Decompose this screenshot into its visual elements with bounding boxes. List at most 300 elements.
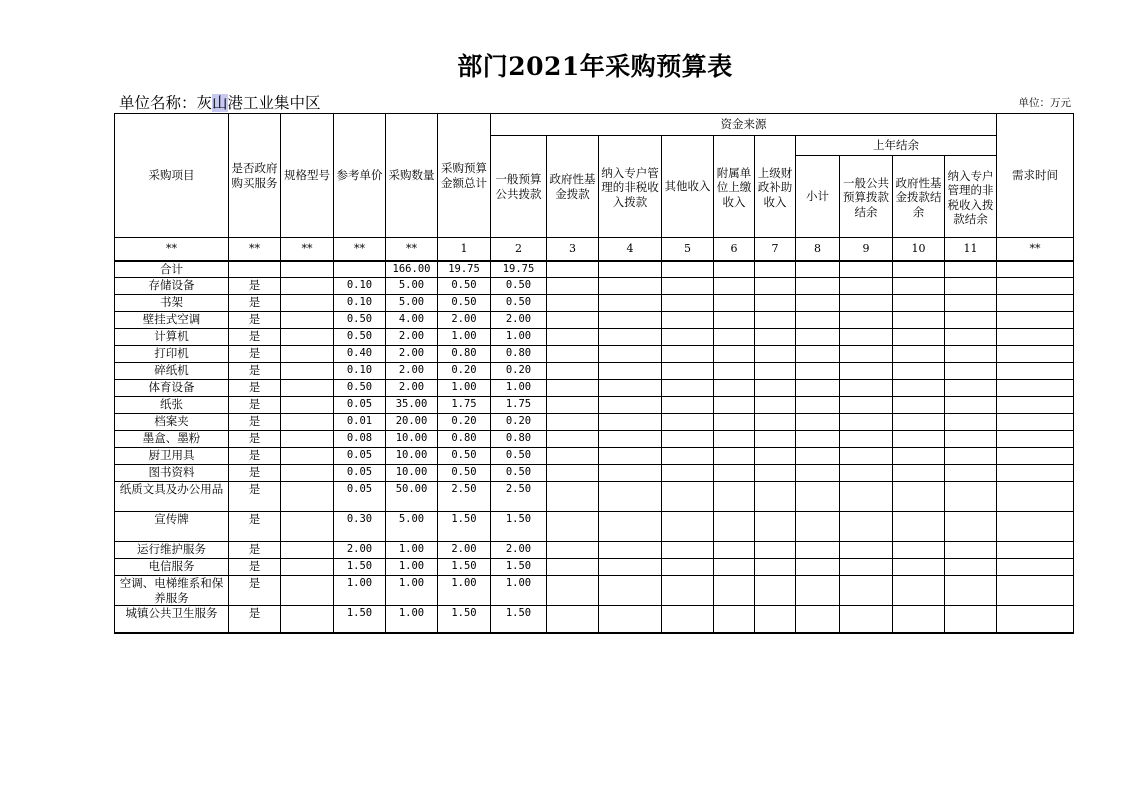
empty-cell xyxy=(796,576,840,606)
unit-price-cell: 0.05 xyxy=(334,448,386,465)
empty-cell xyxy=(840,278,893,295)
total-amount-cell: 0.80 xyxy=(438,346,491,363)
empty-cell xyxy=(840,397,893,414)
gov-service-cell: 是 xyxy=(229,414,281,431)
table-row xyxy=(115,542,1074,559)
total-amount-cell: 0.20 xyxy=(438,414,491,431)
table-row xyxy=(115,559,1074,576)
spec-cell xyxy=(281,312,334,329)
index-cell: 6 xyxy=(714,238,755,261)
unit-price-cell: 0.50 xyxy=(334,312,386,329)
table-row xyxy=(115,278,1074,295)
spec-cell xyxy=(281,606,334,633)
gov-service-cell: 是 xyxy=(229,312,281,329)
total-amount-cell: 1.00 xyxy=(438,380,491,397)
empty-cell xyxy=(547,363,599,380)
page-title: 部门2021年采购预算表 xyxy=(457,52,733,81)
empty-cell xyxy=(945,397,997,414)
empty-cell xyxy=(893,465,945,482)
general-budget-amount-cell: 0.20 xyxy=(491,363,547,380)
empty-cell xyxy=(997,397,1074,414)
index-cell: ** xyxy=(334,238,386,261)
total-amount-cell: 2.00 xyxy=(438,542,491,559)
gov-service-cell: 是 xyxy=(229,329,281,346)
empty-cell xyxy=(945,261,997,278)
empty-cell xyxy=(945,312,997,329)
empty-cell xyxy=(796,312,840,329)
empty-cell xyxy=(662,363,714,380)
table-row xyxy=(115,431,1074,448)
unit-name-selected-text[interactable]: 山 xyxy=(212,94,228,112)
empty-cell xyxy=(945,576,997,606)
total-amount-cell: 1.00 xyxy=(438,329,491,346)
empty-cell xyxy=(997,261,1074,278)
empty-cell xyxy=(547,465,599,482)
empty-cell xyxy=(714,278,755,295)
empty-cell xyxy=(547,380,599,397)
empty-cell xyxy=(755,295,796,312)
empty-cell xyxy=(893,482,945,512)
empty-cell xyxy=(714,465,755,482)
empty-cell xyxy=(840,329,893,346)
empty-cell xyxy=(662,329,714,346)
unit-price-cell: 0.10 xyxy=(334,278,386,295)
empty-cell xyxy=(796,448,840,465)
empty-cell xyxy=(755,542,796,559)
gov-service-cell: 是 xyxy=(229,576,281,606)
empty-cell xyxy=(547,329,599,346)
empty-cell xyxy=(840,363,893,380)
empty-cell xyxy=(997,512,1074,542)
empty-cell xyxy=(893,512,945,542)
empty-cell xyxy=(714,414,755,431)
empty-cell xyxy=(755,448,796,465)
unit-name-rest: 港工业集中区 xyxy=(227,94,321,112)
empty-cell xyxy=(893,380,945,397)
empty-cell xyxy=(997,431,1074,448)
empty-cell xyxy=(714,576,755,606)
empty-cell xyxy=(755,431,796,448)
index-cell: 4 xyxy=(599,238,662,261)
table-row xyxy=(115,397,1074,414)
item-name-cell: 纸张 xyxy=(115,397,229,414)
empty-cell xyxy=(945,559,997,576)
total-amount-cell: 0.80 xyxy=(438,431,491,448)
unit-price-cell: 0.01 xyxy=(334,414,386,431)
empty-cell xyxy=(547,606,599,633)
empty-cell xyxy=(945,278,997,295)
gov-service-cell: 是 xyxy=(229,448,281,465)
unit-price-cell: 0.30 xyxy=(334,512,386,542)
empty-cell xyxy=(599,431,662,448)
empty-cell xyxy=(714,448,755,465)
table-body xyxy=(115,261,1074,633)
header-affiliated-income: 附属单位上缴收入 xyxy=(714,136,755,238)
empty-cell xyxy=(599,448,662,465)
empty-cell xyxy=(997,414,1074,431)
empty-cell xyxy=(997,329,1074,346)
empty-cell xyxy=(840,312,893,329)
item-name-cell: 体育设备 xyxy=(115,380,229,397)
item-name-cell: 档案夹 xyxy=(115,414,229,431)
unit-price-cell: 1.50 xyxy=(334,606,386,633)
empty-cell xyxy=(893,329,945,346)
header-demand-time: 需求时间 xyxy=(997,114,1074,238)
item-name-cell: 图书资料 xyxy=(115,465,229,482)
empty-cell xyxy=(755,576,796,606)
empty-cell xyxy=(796,329,840,346)
empty-cell xyxy=(796,542,840,559)
table-row xyxy=(115,346,1074,363)
gov-service-cell: 是 xyxy=(229,606,281,633)
empty-cell xyxy=(755,414,796,431)
index-cell: 8 xyxy=(796,238,840,261)
gov-service-cell: 是 xyxy=(229,465,281,482)
empty-cell xyxy=(796,261,840,278)
unit-price-cell: 0.05 xyxy=(334,397,386,414)
gov-service-cell: 是 xyxy=(229,559,281,576)
empty-cell xyxy=(945,414,997,431)
empty-cell xyxy=(840,431,893,448)
item-name-cell: 墨盒、墨粉 xyxy=(115,431,229,448)
quantity-cell: 10.00 xyxy=(386,431,438,448)
table-row xyxy=(115,414,1074,431)
item-name-cell: 计算机 xyxy=(115,329,229,346)
empty-cell xyxy=(755,261,796,278)
empty-cell xyxy=(662,576,714,606)
item-name-cell: 厨卫用具 xyxy=(115,448,229,465)
empty-cell xyxy=(755,559,796,576)
general-budget-amount-cell: 0.20 xyxy=(491,414,547,431)
table-row xyxy=(115,576,1074,606)
empty-cell xyxy=(796,431,840,448)
empty-cell xyxy=(893,559,945,576)
empty-cell xyxy=(945,346,997,363)
item-name-cell: 存储设备 xyxy=(115,278,229,295)
general-budget-amount-cell: 0.80 xyxy=(491,346,547,363)
index-cell: ** xyxy=(281,238,334,261)
empty-cell xyxy=(714,295,755,312)
quantity-cell: 2.00 xyxy=(386,329,438,346)
general-budget-amount-cell: 1.75 xyxy=(491,397,547,414)
item-name-cell: 碎纸机 xyxy=(115,363,229,380)
unit-price-cell: 0.05 xyxy=(334,482,386,512)
spec-cell xyxy=(281,363,334,380)
table-row xyxy=(115,312,1074,329)
quantity-cell: 2.00 xyxy=(386,363,438,380)
item-name-cell: 宣传牌 xyxy=(115,512,229,542)
item-name-cell: 电信服务 xyxy=(115,559,229,576)
empty-cell xyxy=(755,363,796,380)
empty-cell xyxy=(840,295,893,312)
empty-cell xyxy=(997,380,1074,397)
empty-cell xyxy=(547,448,599,465)
empty-cell xyxy=(945,448,997,465)
index-cell: 5 xyxy=(662,238,714,261)
general-budget-amount-cell: 0.50 xyxy=(491,448,547,465)
empty-cell xyxy=(599,542,662,559)
empty-cell xyxy=(893,295,945,312)
empty-cell xyxy=(599,261,662,278)
unit-price-cell: 2.00 xyxy=(334,542,386,559)
header-item: 采购项目 xyxy=(115,114,229,238)
empty-cell xyxy=(599,329,662,346)
empty-cell xyxy=(997,606,1074,633)
header-special-nontax: 纳入专户管理的非税收入拨款 xyxy=(599,136,662,238)
empty-cell xyxy=(599,606,662,633)
general-budget-amount-cell: 1.50 xyxy=(491,559,547,576)
quantity-cell: 1.00 xyxy=(386,606,438,633)
empty-cell xyxy=(714,261,755,278)
empty-cell xyxy=(714,363,755,380)
gov-service-cell: 是 xyxy=(229,431,281,448)
empty-cell xyxy=(755,278,796,295)
empty-cell xyxy=(945,380,997,397)
total-amount-cell: 1.50 xyxy=(438,559,491,576)
general-budget-amount-cell: 1.50 xyxy=(491,512,547,542)
empty-cell xyxy=(599,397,662,414)
general-budget-amount-cell: 2.00 xyxy=(491,542,547,559)
index-cell: ** xyxy=(386,238,438,261)
empty-cell xyxy=(945,363,997,380)
empty-cell xyxy=(893,576,945,606)
empty-cell xyxy=(755,465,796,482)
quantity-cell: 1.00 xyxy=(386,576,438,606)
spec-cell xyxy=(281,542,334,559)
empty-cell xyxy=(893,261,945,278)
spec-cell xyxy=(281,448,334,465)
item-name-cell: 壁挂式空调 xyxy=(115,312,229,329)
empty-cell xyxy=(662,414,714,431)
empty-cell xyxy=(755,482,796,512)
empty-cell xyxy=(755,397,796,414)
general-budget-amount-cell: 1.50 xyxy=(491,606,547,633)
empty-cell xyxy=(599,482,662,512)
empty-cell xyxy=(662,482,714,512)
gov-service-cell: 是 xyxy=(229,295,281,312)
empty-cell xyxy=(997,559,1074,576)
item-name-cell: 城镇公共卫生服务 xyxy=(115,606,229,633)
empty-cell xyxy=(547,312,599,329)
empty-cell xyxy=(796,482,840,512)
index-cell: 3 xyxy=(547,238,599,261)
item-name-cell: 合计 xyxy=(115,261,229,278)
spec-cell xyxy=(281,576,334,606)
empty-cell xyxy=(893,542,945,559)
unit-price-cell: 0.08 xyxy=(334,431,386,448)
gov-service-cell: 是 xyxy=(229,363,281,380)
total-amount-cell: 0.50 xyxy=(438,448,491,465)
currency-unit-label: 单位：万元 xyxy=(1018,97,1071,109)
spec-cell xyxy=(281,431,334,448)
spec-cell xyxy=(281,261,334,278)
empty-cell xyxy=(893,414,945,431)
index-cell: 9 xyxy=(840,238,893,261)
empty-cell xyxy=(796,414,840,431)
spec-cell xyxy=(281,512,334,542)
spec-cell xyxy=(281,295,334,312)
gov-service-cell: 是 xyxy=(229,278,281,295)
empty-cell xyxy=(945,482,997,512)
empty-cell xyxy=(662,606,714,633)
empty-cell xyxy=(893,278,945,295)
empty-cell xyxy=(893,606,945,633)
empty-cell xyxy=(755,346,796,363)
spec-cell xyxy=(281,559,334,576)
total-amount-cell: 1.50 xyxy=(438,606,491,633)
empty-cell xyxy=(547,346,599,363)
empty-cell xyxy=(796,363,840,380)
empty-cell xyxy=(796,512,840,542)
empty-cell xyxy=(755,380,796,397)
empty-cell xyxy=(547,431,599,448)
empty-cell xyxy=(840,606,893,633)
header-general-balance: 一般公共预算拨款结余 xyxy=(840,156,893,238)
quantity-cell: 4.00 xyxy=(386,312,438,329)
index-cell: 10 xyxy=(893,238,945,261)
gov-service-cell xyxy=(229,261,281,278)
index-cell: ** xyxy=(115,238,229,261)
empty-cell xyxy=(945,465,997,482)
quantity-cell: 5.00 xyxy=(386,295,438,312)
empty-cell xyxy=(714,542,755,559)
empty-cell xyxy=(997,465,1074,482)
unit-price-cell: 0.50 xyxy=(334,329,386,346)
empty-cell xyxy=(997,312,1074,329)
header-gov-service: 是否政府购买服务 xyxy=(229,114,281,238)
index-cell: 11 xyxy=(945,238,997,261)
index-cell: ** xyxy=(229,238,281,261)
empty-cell xyxy=(599,414,662,431)
empty-cell xyxy=(547,261,599,278)
empty-cell xyxy=(945,431,997,448)
empty-cell xyxy=(945,606,997,633)
quantity-cell: 2.00 xyxy=(386,380,438,397)
empty-cell xyxy=(945,329,997,346)
empty-cell xyxy=(796,346,840,363)
table-row xyxy=(115,465,1074,482)
empty-cell xyxy=(755,329,796,346)
quantity-cell: 166.00 xyxy=(386,261,438,278)
table-row xyxy=(115,448,1074,465)
unit-price-cell: 0.40 xyxy=(334,346,386,363)
empty-cell xyxy=(714,559,755,576)
empty-cell xyxy=(796,380,840,397)
empty-cell xyxy=(714,380,755,397)
empty-cell xyxy=(840,346,893,363)
empty-cell xyxy=(796,295,840,312)
general-budget-amount-cell: 0.50 xyxy=(491,278,547,295)
gov-service-cell: 是 xyxy=(229,482,281,512)
empty-cell xyxy=(997,542,1074,559)
empty-cell xyxy=(997,576,1074,606)
total-amount-cell: 1.00 xyxy=(438,576,491,606)
unit-name-label: 单位名称：灰 xyxy=(119,94,213,112)
empty-cell xyxy=(840,414,893,431)
general-budget-amount-cell: 0.50 xyxy=(491,465,547,482)
general-budget-amount-cell: 0.80 xyxy=(491,431,547,448)
empty-cell xyxy=(714,329,755,346)
empty-cell xyxy=(997,278,1074,295)
header-subtotal: 小计 xyxy=(796,156,840,238)
empty-cell xyxy=(840,512,893,542)
unit-price-cell: 0.50 xyxy=(334,380,386,397)
spec-cell xyxy=(281,380,334,397)
quantity-cell: 10.00 xyxy=(386,448,438,465)
table-row xyxy=(115,512,1074,542)
unit-price-cell: 0.10 xyxy=(334,295,386,312)
spec-cell xyxy=(281,414,334,431)
table-row xyxy=(115,295,1074,312)
header-general-budget: 一般预算公共拨款 xyxy=(491,136,547,238)
empty-cell xyxy=(662,431,714,448)
empty-cell xyxy=(840,482,893,512)
empty-cell xyxy=(796,559,840,576)
total-amount-cell: 0.50 xyxy=(438,278,491,295)
empty-cell xyxy=(599,465,662,482)
header-total: 采购预算金额总计 xyxy=(438,114,491,238)
spec-cell xyxy=(281,278,334,295)
empty-cell xyxy=(796,606,840,633)
empty-cell xyxy=(714,397,755,414)
empty-cell xyxy=(893,363,945,380)
gov-service-cell: 是 xyxy=(229,542,281,559)
empty-cell xyxy=(997,346,1074,363)
empty-cell xyxy=(840,448,893,465)
gov-service-cell: 是 xyxy=(229,380,281,397)
unit-price-cell: 0.10 xyxy=(334,363,386,380)
empty-cell xyxy=(893,346,945,363)
item-name-cell: 运行维护服务 xyxy=(115,542,229,559)
empty-cell xyxy=(662,261,714,278)
header-prior-balance: 上年结余 xyxy=(796,136,997,156)
header-gov-fund-balance: 政府性基金拨款结余 xyxy=(893,156,945,238)
empty-cell xyxy=(599,278,662,295)
empty-cell xyxy=(945,542,997,559)
empty-cell xyxy=(547,397,599,414)
general-budget-amount-cell: 19.75 xyxy=(491,261,547,278)
quantity-cell: 2.00 xyxy=(386,346,438,363)
item-name-cell: 空调、电梯维系和保养服务 xyxy=(115,576,229,606)
header-special-balance: 纳入专户管理的非税收入拨款结余 xyxy=(945,156,997,238)
spec-cell xyxy=(281,482,334,512)
empty-cell xyxy=(662,512,714,542)
empty-cell xyxy=(662,380,714,397)
empty-cell xyxy=(714,606,755,633)
general-budget-amount-cell: 1.00 xyxy=(491,576,547,606)
empty-cell xyxy=(662,559,714,576)
empty-cell xyxy=(840,576,893,606)
index-cell: 2 xyxy=(491,238,547,261)
quantity-cell: 10.00 xyxy=(386,465,438,482)
header-gov-fund: 政府性基金拨款 xyxy=(547,136,599,238)
item-name-cell: 打印机 xyxy=(115,346,229,363)
column-index-row xyxy=(115,238,1074,261)
empty-cell xyxy=(796,397,840,414)
spec-cell xyxy=(281,465,334,482)
empty-cell xyxy=(893,448,945,465)
general-budget-amount-cell: 2.00 xyxy=(491,312,547,329)
empty-cell xyxy=(997,482,1074,512)
item-name-cell: 纸质文具及办公用品 xyxy=(115,482,229,512)
empty-cell xyxy=(796,278,840,295)
empty-cell xyxy=(547,414,599,431)
gov-service-cell: 是 xyxy=(229,512,281,542)
item-name-cell: 书架 xyxy=(115,295,229,312)
unit-price-cell xyxy=(334,261,386,278)
header-unit-price: 参考单价 xyxy=(334,114,386,238)
table-row xyxy=(115,329,1074,346)
